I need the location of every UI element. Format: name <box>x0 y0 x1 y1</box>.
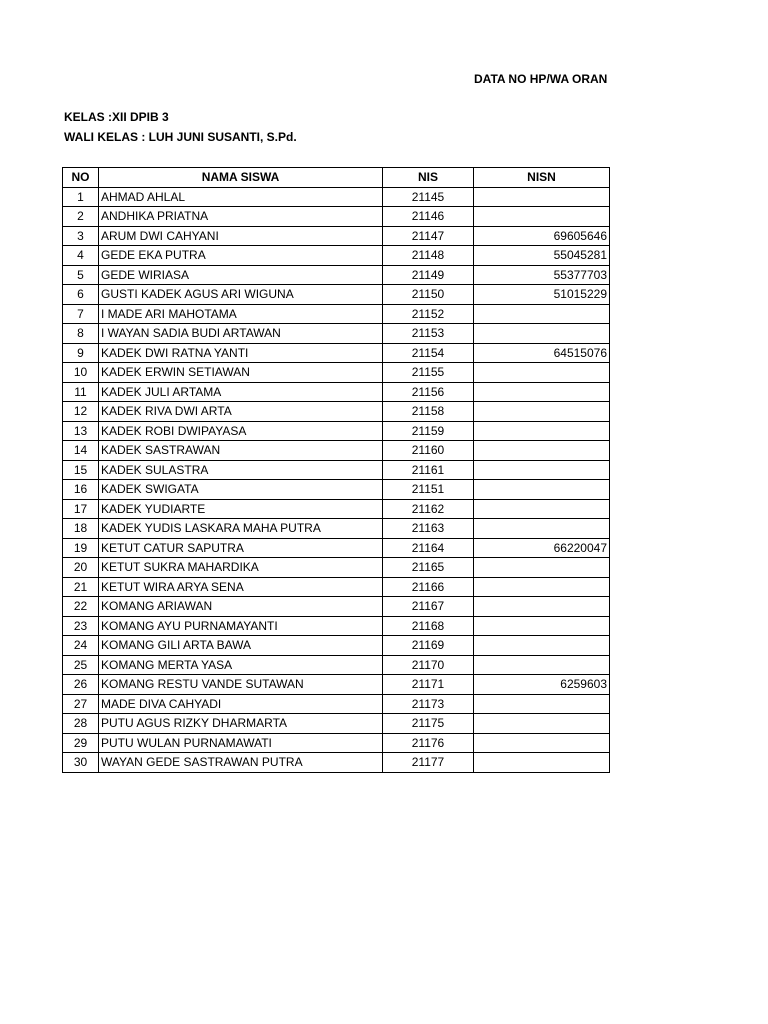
student-nis: 21166 <box>383 577 474 597</box>
student-name: KOMANG MERTA YASA <box>99 655 383 675</box>
student-nis: 21160 <box>383 441 474 461</box>
student-nis: 21168 <box>383 616 474 636</box>
student-name: WAYAN GEDE SASTRAWAN PUTRA <box>99 753 383 773</box>
student-nisn <box>474 753 610 773</box>
row-number: 5 <box>63 265 99 285</box>
student-nisn: 51015229 <box>474 285 610 305</box>
student-nis: 21170 <box>383 655 474 675</box>
student-name: KOMANG ARIAWAN <box>99 597 383 617</box>
student-nisn: 64515076 <box>474 343 610 363</box>
student-nisn <box>474 655 610 675</box>
student-nis: 21163 <box>383 519 474 539</box>
student-name: GUSTI KADEK AGUS ARI WIGUNA <box>99 285 383 305</box>
student-nisn <box>474 187 610 207</box>
table-row <box>63 577 610 597</box>
student-name: KETUT SUKRA MAHARDIKA <box>99 558 383 578</box>
document-title: DATA NO HP/WA ORAN <box>474 72 608 86</box>
row-number: 19 <box>63 538 99 558</box>
row-number: 9 <box>63 343 99 363</box>
row-number: 24 <box>63 636 99 656</box>
table-row <box>63 441 610 461</box>
row-number: 20 <box>63 558 99 578</box>
table-row <box>63 480 610 500</box>
row-number: 17 <box>63 499 99 519</box>
row-number: 16 <box>63 480 99 500</box>
header-no: NO <box>63 168 99 188</box>
student-nisn <box>474 616 610 636</box>
table-row <box>63 733 610 753</box>
student-nis: 21146 <box>383 207 474 227</box>
student-nisn <box>474 382 610 402</box>
student-nis: 21176 <box>383 733 474 753</box>
student-nisn: 6259603 <box>474 675 610 695</box>
row-number: 25 <box>63 655 99 675</box>
table-header-row <box>63 168 610 188</box>
student-nisn <box>474 480 610 500</box>
student-name: I WAYAN SADIA BUDI ARTAWAN <box>99 324 383 344</box>
student-name: KADEK RIVA DWI ARTA <box>99 402 383 422</box>
student-nis: 21167 <box>383 597 474 617</box>
student-nisn <box>474 304 610 324</box>
table-row <box>63 499 610 519</box>
student-nisn: 66220047 <box>474 538 610 558</box>
student-name: ANDHIKA PRIATNA <box>99 207 383 227</box>
student-nisn <box>474 519 610 539</box>
student-nis: 21161 <box>383 460 474 480</box>
row-number: 22 <box>63 597 99 617</box>
student-name: KOMANG RESTU VANDE SUTAWAN <box>99 675 383 695</box>
student-nisn <box>474 577 610 597</box>
row-number: 23 <box>63 616 99 636</box>
student-nis: 21175 <box>383 714 474 734</box>
table-row <box>63 597 610 617</box>
table-row <box>63 616 610 636</box>
table-row <box>63 519 610 539</box>
student-name: KOMANG AYU PURNAMAYANTI <box>99 616 383 636</box>
student-nisn <box>474 558 610 578</box>
row-number: 15 <box>63 460 99 480</box>
student-nis: 21151 <box>383 480 474 500</box>
student-name: KETUT CATUR SAPUTRA <box>99 538 383 558</box>
student-name: KADEK DWI RATNA YANTI <box>99 343 383 363</box>
student-nis: 21164 <box>383 538 474 558</box>
table-row <box>63 382 610 402</box>
student-nisn <box>474 421 610 441</box>
student-name: I MADE ARI MAHOTAMA <box>99 304 383 324</box>
student-nis: 21169 <box>383 636 474 656</box>
student-nis: 21177 <box>383 753 474 773</box>
student-nis: 21171 <box>383 675 474 695</box>
row-number: 30 <box>63 753 99 773</box>
student-name: KADEK YUDIS LASKARA MAHA PUTRA <box>99 519 383 539</box>
row-number: 26 <box>63 675 99 695</box>
student-name: KADEK ERWIN SETIAWAN <box>99 363 383 383</box>
student-nisn: 69605646 <box>474 226 610 246</box>
table-row <box>63 714 610 734</box>
table-row <box>63 538 610 558</box>
student-nis: 21152 <box>383 304 474 324</box>
student-nis: 21156 <box>383 382 474 402</box>
student-nisn <box>474 636 610 656</box>
student-name: ARUM DWI CAHYANI <box>99 226 383 246</box>
student-nisn <box>474 363 610 383</box>
student-nisn <box>474 733 610 753</box>
student-table <box>62 167 610 773</box>
student-name: AHMAD AHLAL <box>99 187 383 207</box>
student-nis: 21154 <box>383 343 474 363</box>
row-number: 12 <box>63 402 99 422</box>
student-name: GEDE EKA PUTRA <box>99 246 383 266</box>
row-number: 4 <box>63 246 99 266</box>
student-nisn <box>474 597 610 617</box>
row-number: 2 <box>63 207 99 227</box>
row-number: 21 <box>63 577 99 597</box>
student-nisn <box>474 499 610 519</box>
student-nisn <box>474 402 610 422</box>
student-nisn <box>474 324 610 344</box>
student-nis: 21149 <box>383 265 474 285</box>
student-nis: 21173 <box>383 694 474 714</box>
header-nisn: NISN <box>474 168 610 188</box>
student-nis: 21148 <box>383 246 474 266</box>
student-nis: 21145 <box>383 187 474 207</box>
table-row <box>63 187 610 207</box>
header-nis: NIS <box>383 168 474 188</box>
student-name: KADEK JULI ARTAMA <box>99 382 383 402</box>
student-nisn: 55045281 <box>474 246 610 266</box>
student-nis: 21165 <box>383 558 474 578</box>
row-number: 10 <box>63 363 99 383</box>
student-nisn <box>474 207 610 227</box>
student-nisn <box>474 714 610 734</box>
student-name: PUTU AGUS RIZKY DHARMARTA <box>99 714 383 734</box>
row-number: 8 <box>63 324 99 344</box>
header-student-name: NAMA SISWA <box>99 168 383 188</box>
student-name: KADEK YUDIARTE <box>99 499 383 519</box>
table-row <box>63 246 610 266</box>
table-row <box>63 402 610 422</box>
row-number: 28 <box>63 714 99 734</box>
class-label: KELAS :XII DPIB 3 <box>64 110 169 124</box>
table-row <box>63 694 610 714</box>
student-nis: 21150 <box>383 285 474 305</box>
table-row <box>63 675 610 695</box>
table-row <box>63 207 610 227</box>
table-row <box>63 265 610 285</box>
table-row <box>63 460 610 480</box>
table-row <box>63 558 610 578</box>
table-row <box>63 226 610 246</box>
student-name: KADEK SULASTRA <box>99 460 383 480</box>
student-nisn <box>474 441 610 461</box>
table-row <box>63 636 610 656</box>
student-name: PUTU WULAN PURNAMAWATI <box>99 733 383 753</box>
student-name: MADE DIVA CAHYADI <box>99 694 383 714</box>
row-number: 27 <box>63 694 99 714</box>
student-name: GEDE WIRIASA <box>99 265 383 285</box>
row-number: 11 <box>63 382 99 402</box>
row-number: 3 <box>63 226 99 246</box>
row-number: 29 <box>63 733 99 753</box>
student-nis: 21153 <box>383 324 474 344</box>
student-name: KADEK ROBI DWIPAYASA <box>99 421 383 441</box>
student-nis: 21147 <box>383 226 474 246</box>
table-row <box>63 753 610 773</box>
row-number: 7 <box>63 304 99 324</box>
row-number: 13 <box>63 421 99 441</box>
table-row <box>63 343 610 363</box>
student-name: KADEK SASTRAWAN <box>99 441 383 461</box>
student-nis: 21162 <box>383 499 474 519</box>
row-number: 14 <box>63 441 99 461</box>
student-name: KOMANG GILI ARTA BAWA <box>99 636 383 656</box>
student-nis: 21158 <box>383 402 474 422</box>
table-row <box>63 655 610 675</box>
student-name: KADEK SWIGATA <box>99 480 383 500</box>
table-row <box>63 304 610 324</box>
student-nisn <box>474 460 610 480</box>
row-number: 1 <box>63 187 99 207</box>
student-nis: 21159 <box>383 421 474 441</box>
student-name: KETUT WIRA ARYA SENA <box>99 577 383 597</box>
student-nis: 21155 <box>383 363 474 383</box>
row-number: 6 <box>63 285 99 305</box>
table-row <box>63 285 610 305</box>
table-row <box>63 421 610 441</box>
student-nisn: 55377703 <box>474 265 610 285</box>
student-nisn <box>474 694 610 714</box>
table-row <box>63 324 610 344</box>
homeroom-teacher-label: WALI KELAS : LUH JUNI SUSANTI, S.Pd. <box>64 130 297 144</box>
table-row <box>63 363 610 383</box>
row-number: 18 <box>63 519 99 539</box>
